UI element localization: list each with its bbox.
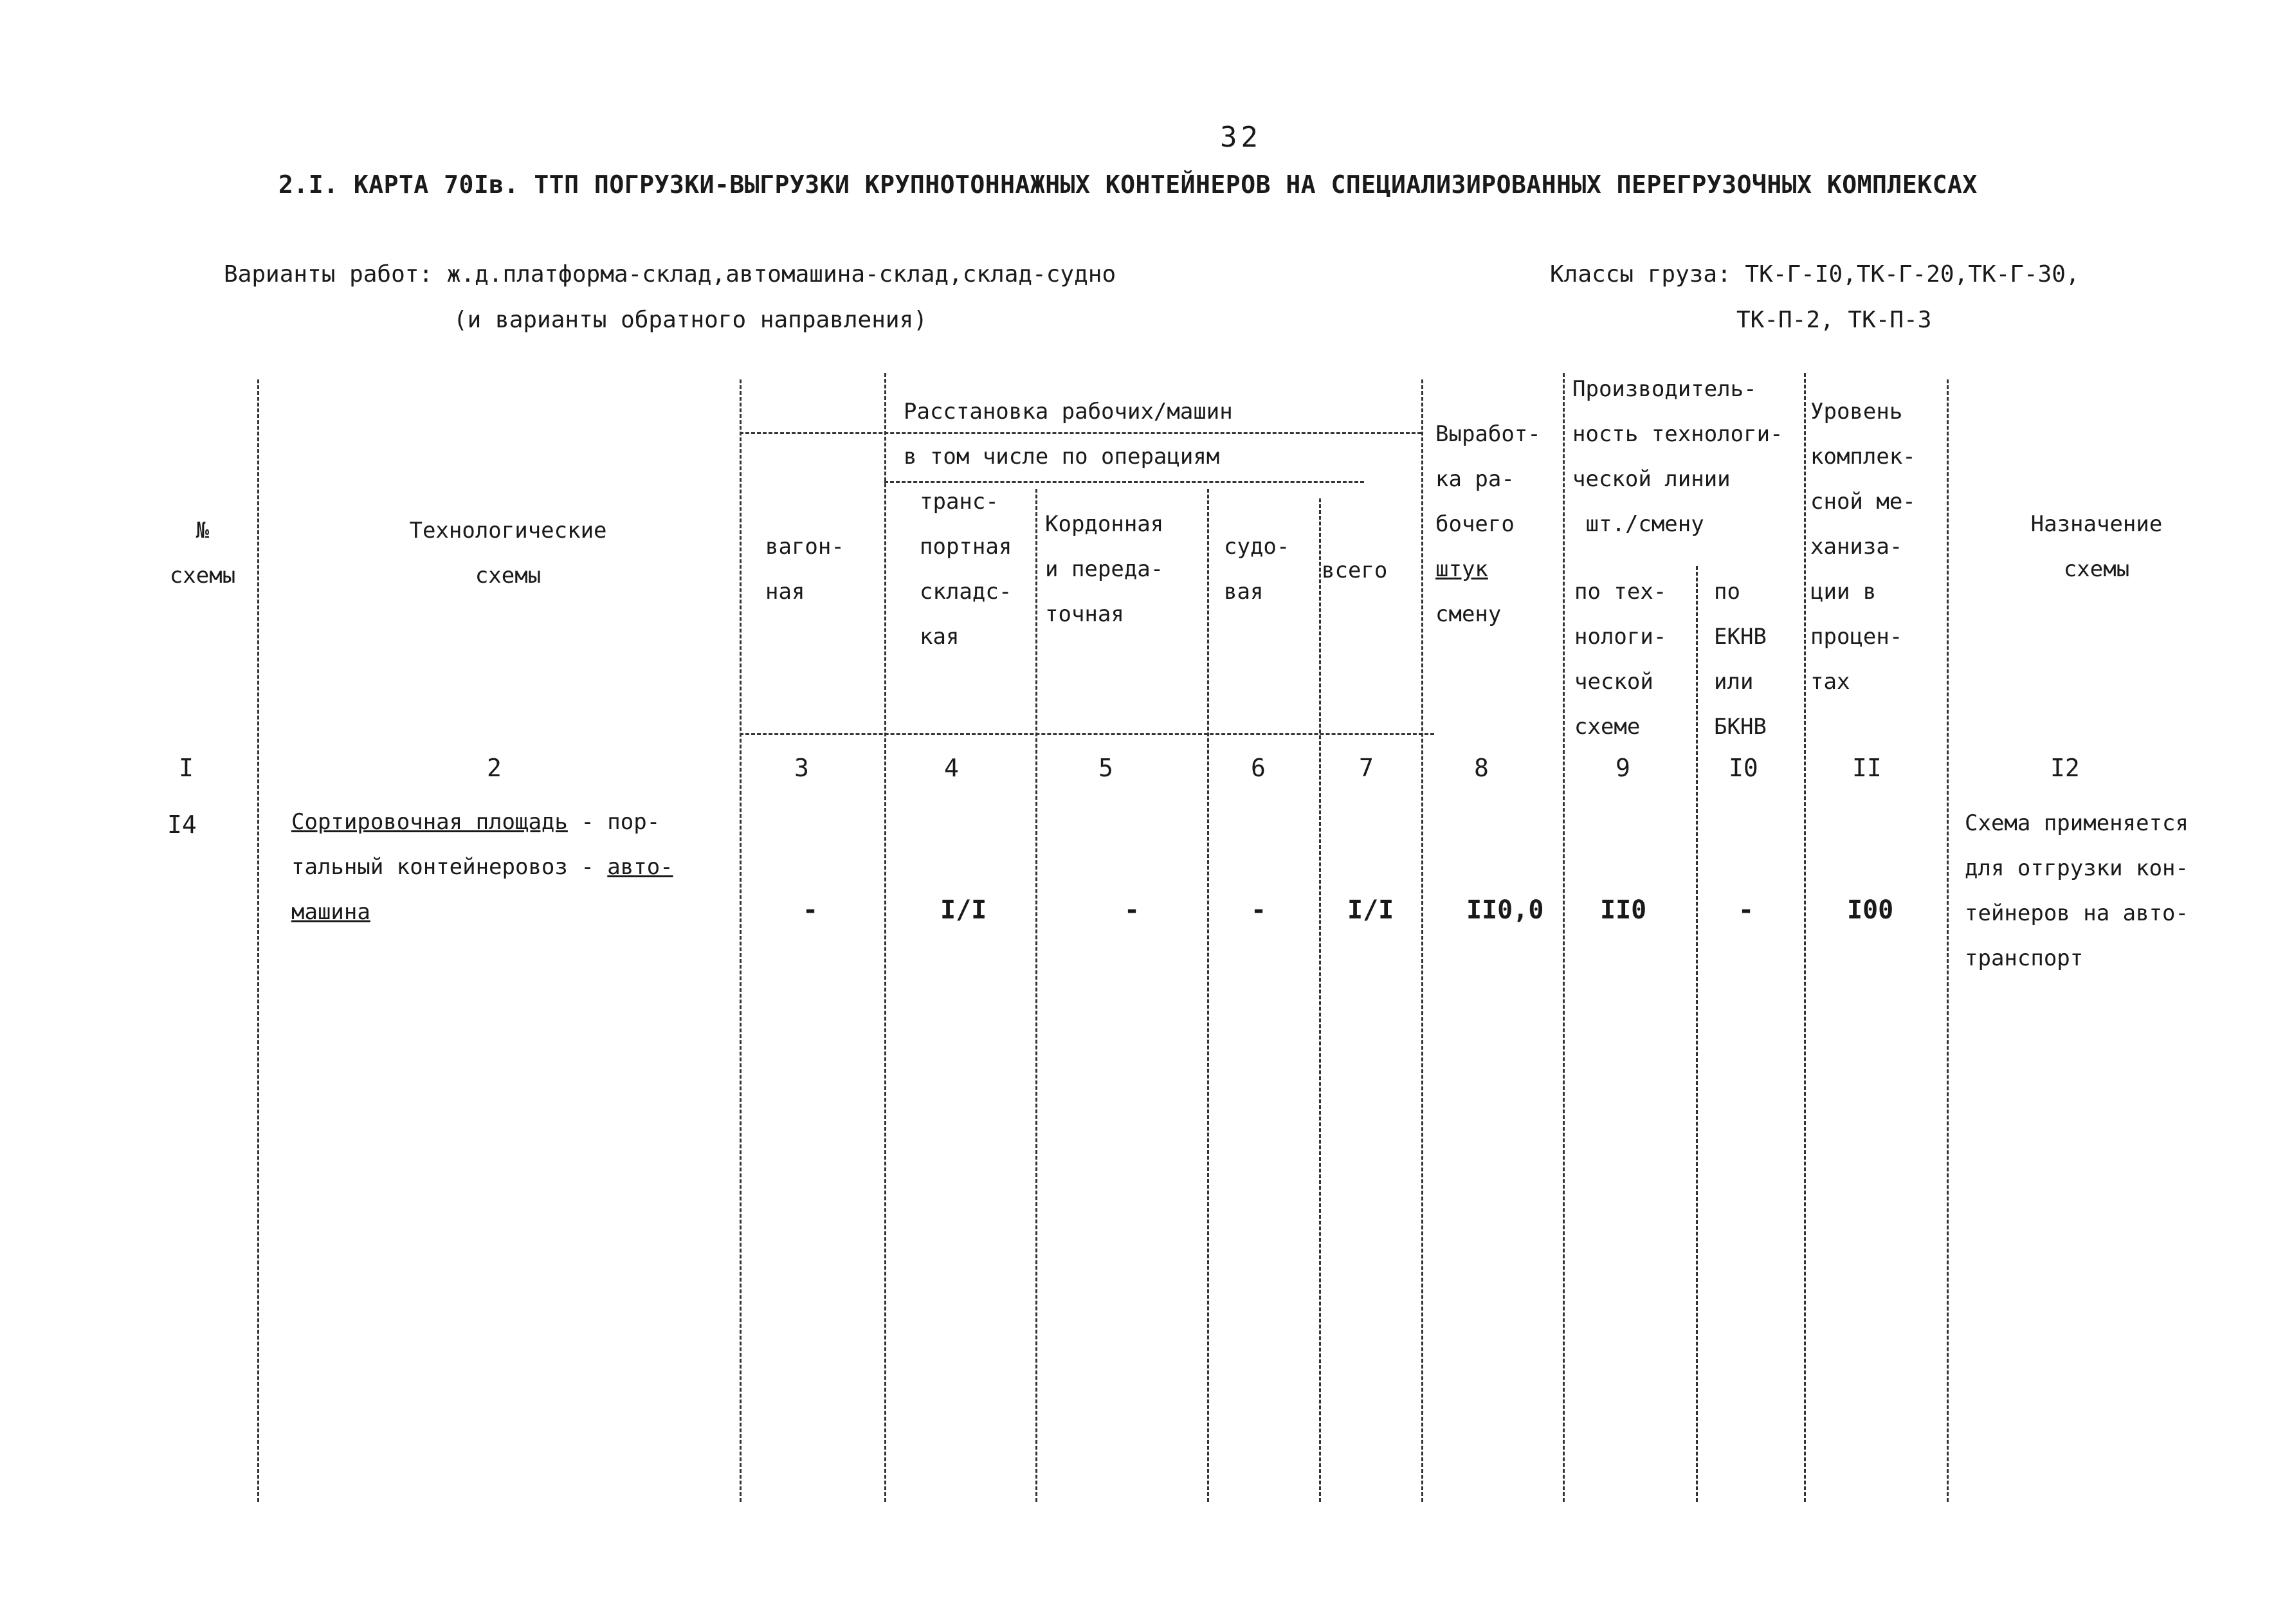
row-productivity-tech-value: II0 — [1600, 895, 1647, 925]
header-scheme-number: № схемы — [169, 518, 236, 588]
header-by-eknv-bknv: по ЕКНВ или БКНВ — [1714, 579, 1767, 740]
column-rule — [884, 373, 886, 1502]
header-rule — [740, 733, 1434, 735]
header-output-pieces: штук — [1435, 556, 1488, 582]
row-scheme-number: I4 — [167, 810, 197, 839]
header-mechanization-level: Уровень комплек- сной ме- ханиза- ции в процен- тах — [1810, 399, 1916, 695]
header-scheme-purpose: Назначение схемы — [2030, 511, 2163, 582]
row-scheme-purpose: Схема применяется для отгрузки кон- тейнеров на авто- транспорт — [1965, 810, 2189, 971]
header-total: всего — [1322, 558, 1388, 583]
column-rule — [1696, 566, 1698, 1502]
column-number: 8 — [1474, 754, 1489, 782]
column-rule — [1563, 373, 1565, 1502]
row-scheme-line1: Сортировочная площадь - пор- — [291, 809, 660, 835]
row-output-value: II0,0 — [1466, 895, 1544, 925]
page-number: 32 — [1220, 121, 1262, 154]
header-worker-placement: Расстановка рабочих/машин — [904, 399, 1233, 424]
column-number: 2 — [487, 754, 502, 782]
header-output-shift: смену — [1435, 601, 1502, 627]
header-by-tech-scheme: по тех- нологи- ческой схеме — [1574, 579, 1667, 740]
column-number: II — [1852, 754, 1882, 782]
column-rule — [257, 379, 259, 1502]
column-number: 6 — [1251, 754, 1266, 782]
header-cordon-transfer: Кордонная и переда- точная — [1045, 511, 1164, 627]
row-scheme-line3: машина — [291, 899, 370, 925]
cargo-classes-line1: Классы груза: ТК-Г-I0,ТК-Г-20,ТК-Г-30, — [1550, 261, 2080, 287]
column-number: 9 — [1616, 754, 1630, 782]
header-output-per-worker: Выработ- ка ра- бочего — [1435, 421, 1541, 537]
column-rule — [1947, 379, 1949, 1502]
row-total-value: I/I — [1347, 895, 1394, 925]
column-rule — [1035, 489, 1037, 1502]
column-number: I — [179, 754, 194, 782]
cargo-classes-line2: ТК-П-2, ТК-П-3 — [1736, 307, 1932, 333]
column-rule — [1421, 379, 1423, 1502]
row-ship-value: - — [1251, 895, 1267, 925]
header-ship: судо- вая — [1224, 534, 1290, 605]
column-number: 5 — [1098, 754, 1113, 782]
column-rule — [1319, 498, 1321, 1502]
row-scheme-line2: тальный контейнеровоз - авто- — [291, 854, 673, 880]
column-rule — [740, 379, 742, 1502]
scheme-link-auto: авто- — [607, 854, 673, 880]
column-number: 7 — [1359, 754, 1374, 782]
row-transport-warehouse-value: I/I — [940, 895, 987, 925]
header-productivity: Производитель- ность технологи- ческой линии шт./смену — [1572, 376, 1783, 537]
column-number: I0 — [1729, 754, 1758, 782]
row-productivity-eknv-value: - — [1738, 895, 1754, 925]
work-variants-line1: Варианты работ: ж.д.платформа-склад,автомашина-склад,склад-судно — [224, 261, 1116, 287]
header-wagon: вагон- ная — [765, 534, 844, 605]
scheme-link-sorting-area: Сортировочная площадь — [291, 809, 568, 835]
column-number: I2 — [2050, 754, 2080, 782]
header-transport-warehouse: транс- портная складс- кая — [920, 489, 1012, 650]
row-wagon-value: - — [803, 895, 819, 925]
column-rule — [1804, 373, 1806, 1502]
column-number: 3 — [794, 754, 809, 782]
row-cordon-value: - — [1124, 895, 1140, 925]
header-by-operations: в том числе по операциям — [904, 444, 1220, 470]
header-tech-schemes: Технологические схемы — [409, 518, 607, 588]
document-title: 2.I. КАРТА 70Iв. ТТП ПОГРУЗКИ-ВЫГРУЗКИ КРУПНОТОННАЖНЫХ КОНТЕЙНЕРОВ НА СПЕЦИАЛИЗИРОВАННЫХ ПЕРЕГРУЗОЧНЫХ КОМПЛЕКСАХ — [278, 170, 1978, 199]
row-mechanization-value: I00 — [1847, 895, 1894, 925]
column-number: 4 — [944, 754, 959, 782]
work-variants-line2: (и варианты обратного направления) — [453, 307, 927, 333]
column-rule — [1207, 489, 1209, 1502]
